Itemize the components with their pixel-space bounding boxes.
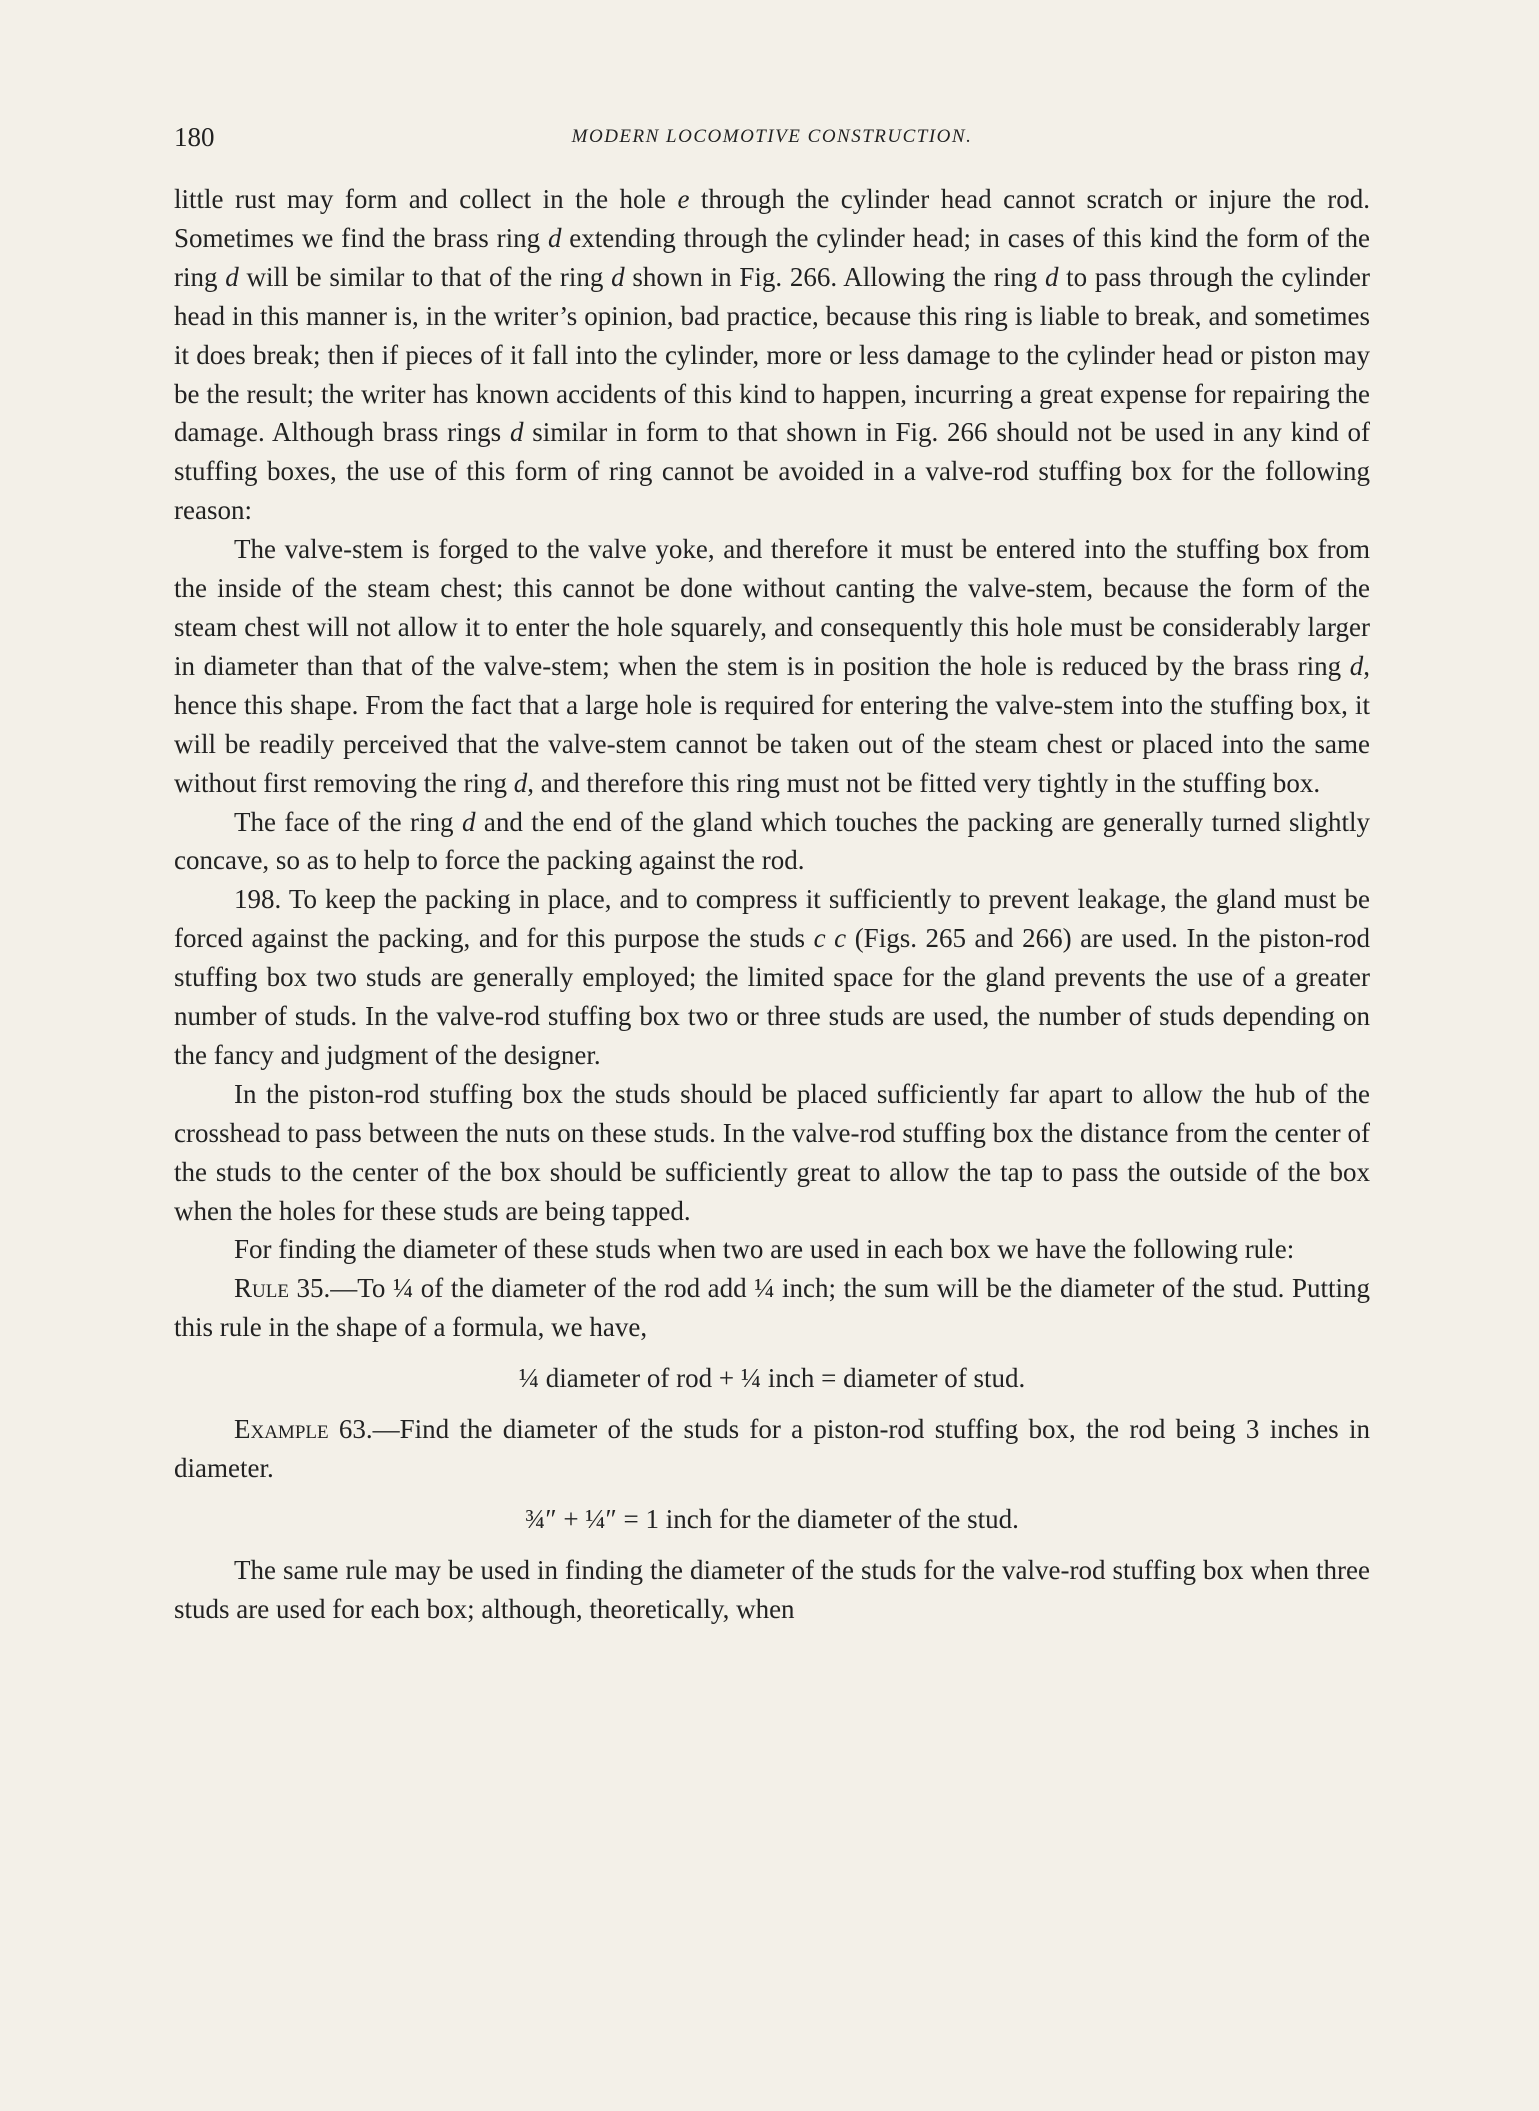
- paragraph: [174, 530, 1370, 802]
- italic-letter: d: [225, 261, 239, 292]
- italic-letter: e: [677, 184, 690, 214]
- italic-letter: d: [461, 806, 476, 837]
- rule-paragraph: [174, 1269, 1370, 1347]
- text-run: and the end of the gland which touches the packing are generally turned slightly concave, so as to help to force the packing against the rod.: [174, 806, 1370, 876]
- text-run: shown in Fig. 266. Allowing the ring: [624, 261, 1045, 292]
- text-run: to pass through the cylinder head in this manner is, in the writer’s opinion, bad practice, because this ring is liable to break, and sometimes it does break; then if pieces of it fall into the cylinder, more or less damage to the cylinder head or piston may be the result; the writer has known accidents of this kind to happen, incurring a great expense for repairing the damage. Although brass rings: [174, 261, 1371, 448]
- paragraph: [174, 803, 1370, 881]
- text-run: ¼ diameter of rod + ¼ inch = diameter of stud.: [518, 1363, 1026, 1394]
- paragraph: [174, 1075, 1370, 1231]
- text-run: similar in form to that shown in Fig. 266 should not be used in any kind of stuffing boxes, the use of this form of ring cannot be avoided in a valve-rod stuffing box for the following reason:: [174, 417, 1370, 526]
- text-run: 63.—Find the diameter of the studs for a piston-rod stuffing box, the rod being 3 inches in diameter.: [174, 1414, 1370, 1483]
- text-run: will be similar to that of the ring: [238, 261, 612, 292]
- example-paragraph: [174, 1410, 1370, 1488]
- text-run: , and therefore this ring must not be fitted very tightly in the stuffing box.: [527, 767, 1321, 798]
- formula: [174, 1500, 1370, 1539]
- text-run: ¾″ + ¼″ = 1 inch for the diameter of the stud.: [525, 1503, 1019, 1534]
- italic-letter: c c: [813, 923, 847, 954]
- text-run: The same rule may be used in finding the diameter of the studs for the valve-rod stuffing box when three studs are used for each box; although, theoretically, when: [174, 1554, 1370, 1624]
- text-run: The face of the ring: [234, 806, 462, 837]
- text-run: In the piston-rod stuffing box the studs should be placed sufficiently far apart to allow the hub of the crosshead to pass between the nuts on these studs. In the valve-rod stuffing box the distance from the center of the studs to the center of the box should be sufficiently great to allow the tap to pass the outside of the box when the holes for these studs are being tapped.: [174, 1078, 1370, 1226]
- text-run: extending through the cylinder head; in cases of this kind the form of the ring: [174, 222, 1370, 292]
- formula: [174, 1359, 1370, 1398]
- italic-letter: d: [509, 417, 524, 448]
- text-run: through the cylinder head cannot scratch or injure the rod. Sometimes we find the brass ring: [174, 184, 1370, 253]
- text-run: For finding the diameter of these studs when two are used in each box we have the following rule:: [234, 1234, 1295, 1265]
- paragraph: [174, 1551, 1370, 1629]
- text-run: , hence this shape. From the fact that a large hole is required for entering the valve-stem into the stuffing box, it will be readily perceived that the valve-stem cannot be taken out of the steam chest or placed into the same without first removing the ring: [174, 650, 1370, 798]
- small-caps-label: Rule: [234, 1273, 289, 1304]
- text-run: 198. To keep the packing in place, and to compress it sufficiently to prevent leakage, the gland must be forced against the packing, and for this purpose the studs: [174, 884, 1370, 954]
- italic-letter: d: [611, 261, 625, 292]
- paragraph: [174, 1230, 1370, 1269]
- page-header: [174, 122, 1370, 162]
- italic-letter: d: [547, 222, 562, 253]
- italic-letter: d: [513, 767, 528, 798]
- paragraph: [174, 880, 1370, 1075]
- paragraph: [174, 180, 1370, 530]
- small-caps-label: Example: [234, 1414, 329, 1445]
- italic-letter: d: [1349, 650, 1364, 681]
- running-title: MODERN LOCOMOTIVE CONSTRUCTION.: [571, 126, 973, 147]
- text-run: (Figs. 265 and 266) are used. In the piston-rod stuffing box two studs are generally employed; the limited space for the gland prevents the use of a greater number of studs. In the valve-rod stuffing box two or three studs are used, the number of studs depending on the fancy and judgment of the designer.: [174, 923, 1371, 1070]
- italic-letter: d: [1044, 261, 1059, 292]
- page-number: 180: [174, 122, 215, 152]
- text-run: little rust may form and collect in the hole: [174, 184, 678, 214]
- text-run: The valve-stem is forged to the valve yoke, and therefore it must be entered into the stuffing box from the inside of the steam chest; this cannot be done without canting the valve-stem, because the form of the steam chest will not allow it to enter the hole squarely, and consequently this hole must be considerably larger in diameter than that of the valve-stem; when the stem is in position the hole is reduced by the brass ring: [174, 534, 1370, 681]
- body-text: [174, 180, 1370, 1629]
- text-run: 35.—To ¼ of the diameter of the rod add ¼ inch; the sum will be the diameter of the stud. Putting this rule in the shape of a formula, we have,: [174, 1273, 1370, 1343]
